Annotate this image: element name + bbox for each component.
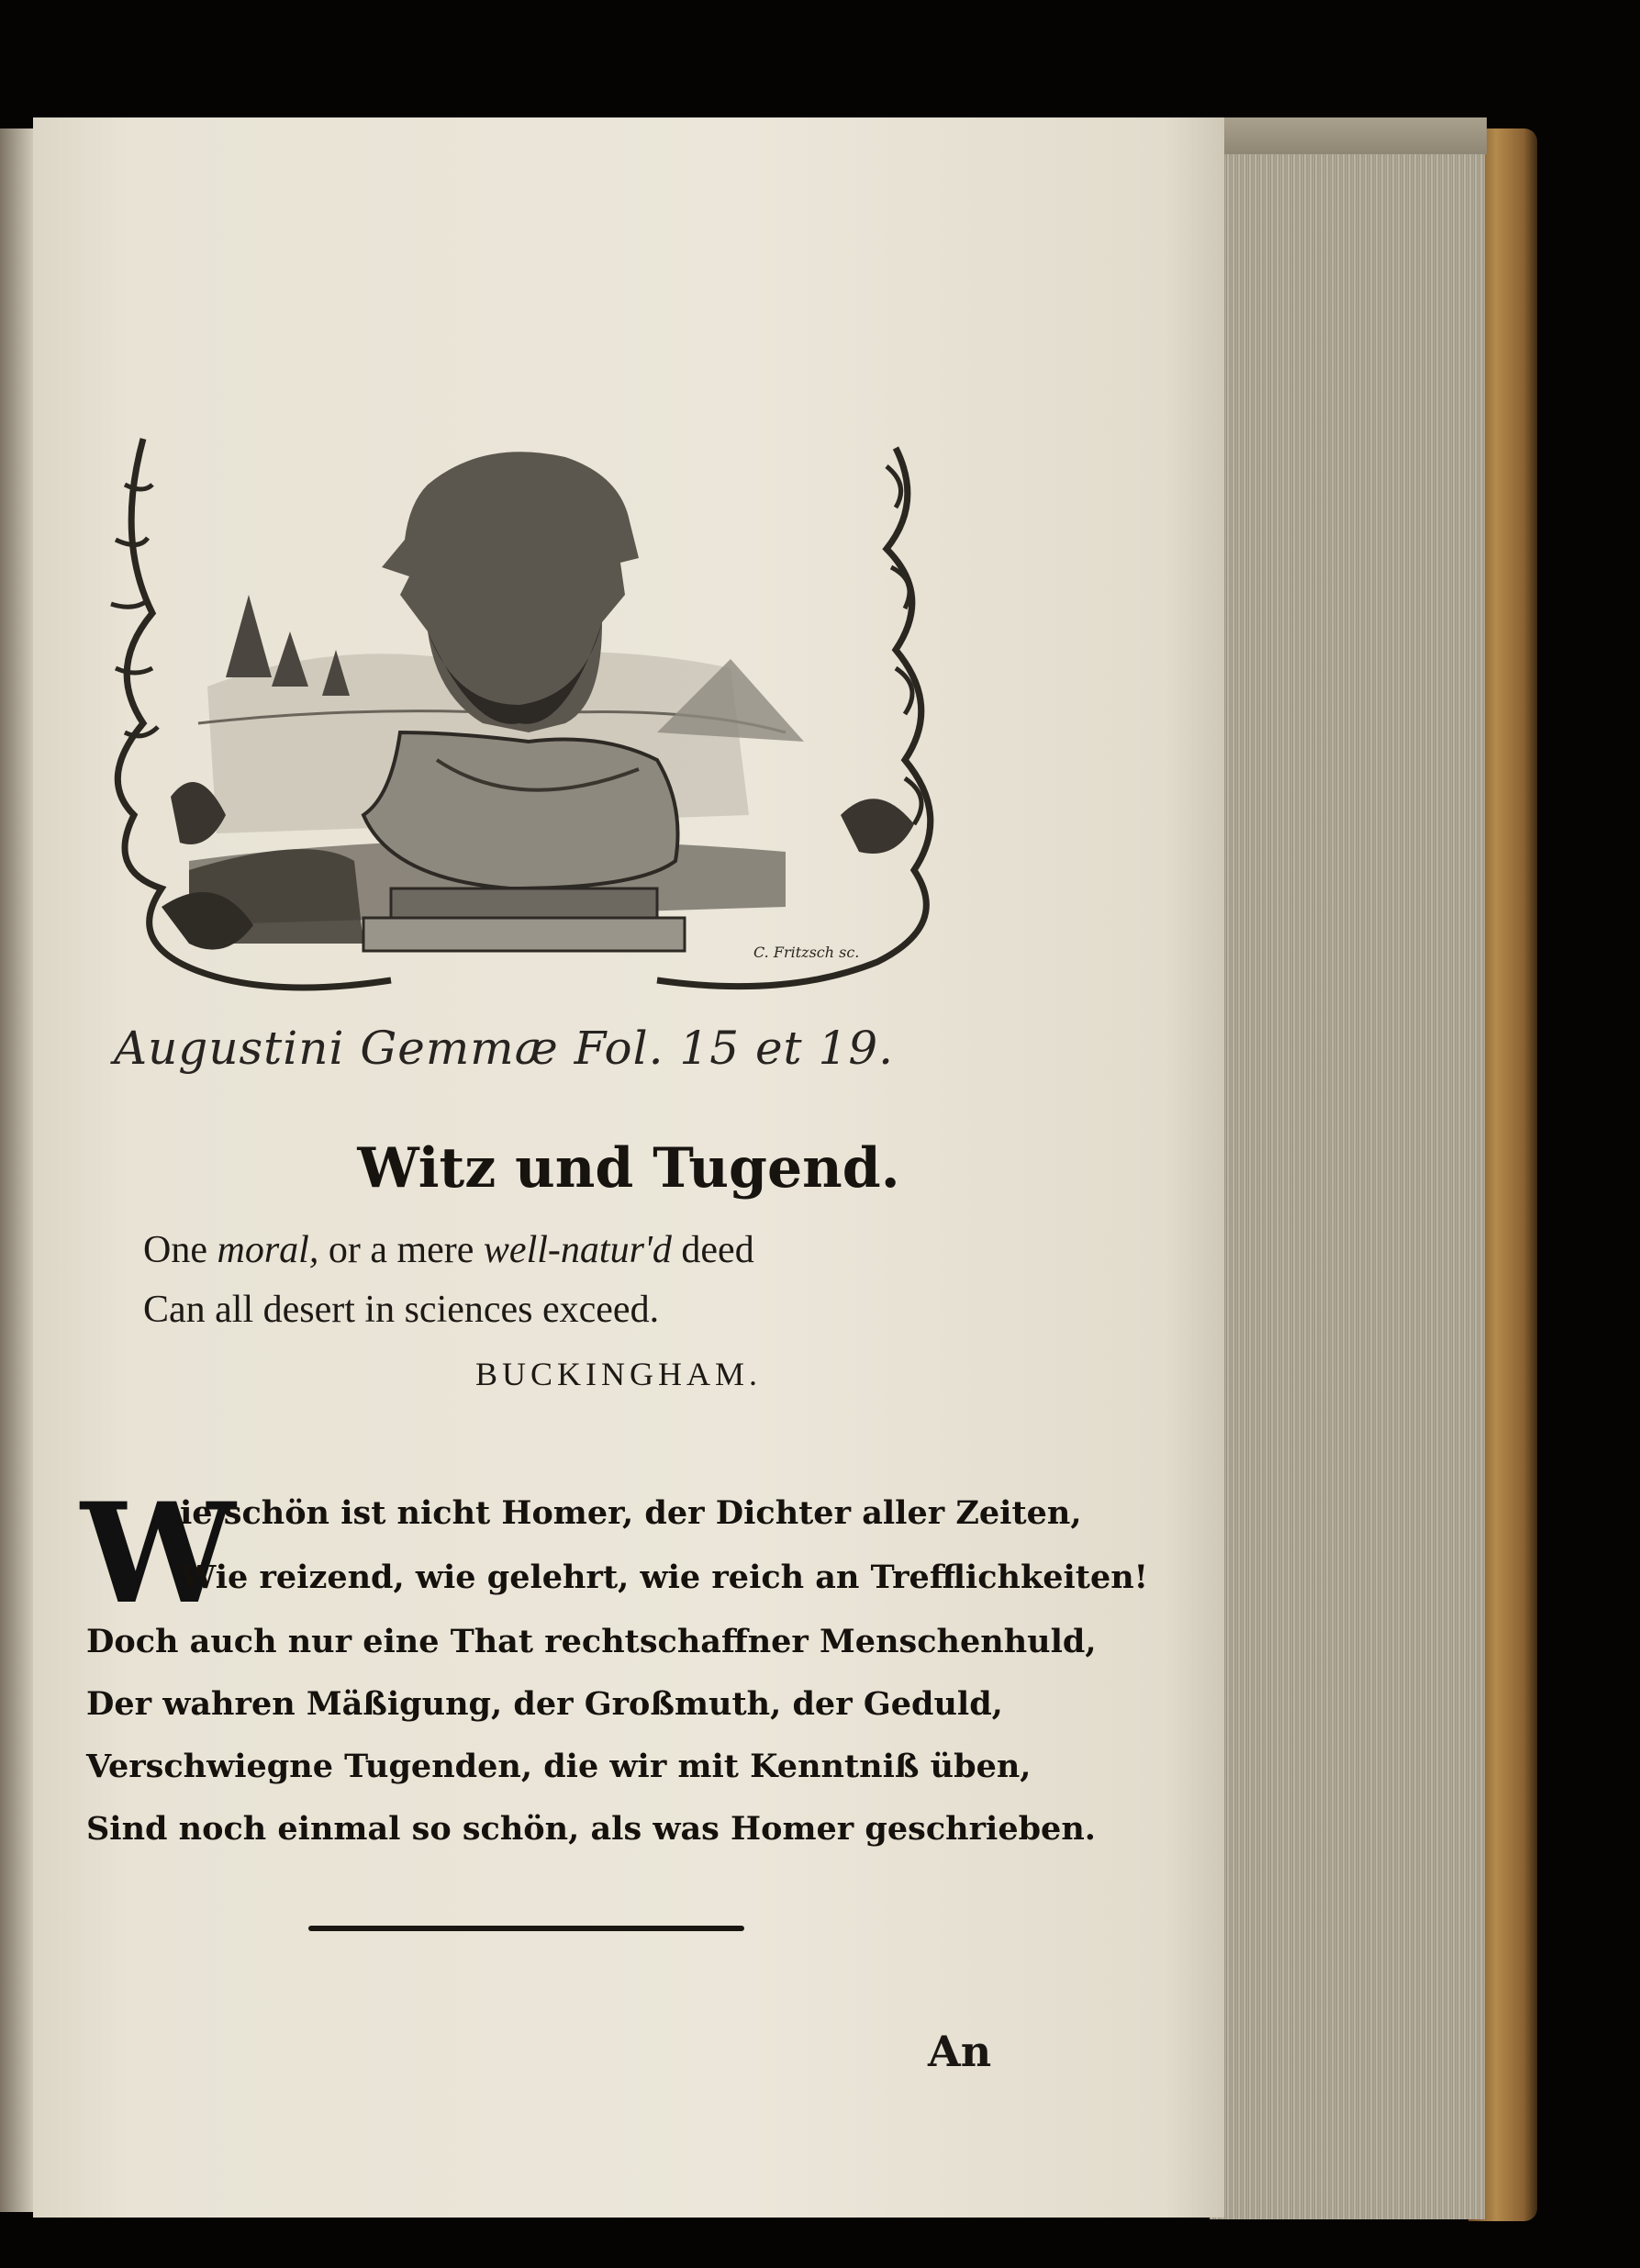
poem-title: Witz und Tugend. bbox=[357, 1136, 900, 1201]
epigraph-text: deed bbox=[671, 1229, 754, 1271]
drop-cap: W bbox=[81, 1473, 236, 1635]
verse-line: Der wahren Mäßigung, der Großmuth, der Geduld, bbox=[86, 1685, 1003, 1723]
engraver-signature: C. Fritzsch sc. bbox=[753, 944, 860, 961]
engraving-caption: Augustini Gemmæ Fol. 15 et 19. bbox=[114, 1022, 895, 1075]
epigraph-italic-word: well-natur'd bbox=[483, 1229, 672, 1271]
section-rule bbox=[308, 1926, 744, 1931]
verse-line: Doch auch nur eine That rechtschaffner Menschenhuld, bbox=[86, 1623, 1097, 1660]
verse-line: Verschwiegne Tugenden, die wir mit Kenntniß üben, bbox=[86, 1748, 1032, 1785]
book-page bbox=[33, 117, 1224, 2218]
previous-page-edge bbox=[0, 128, 33, 2212]
verse-line: Sind noch einmal so schön, als was Homer geschrieben. bbox=[86, 1810, 1096, 1848]
verse-line: Wie reizend, wie gelehrt, wie reich an Trefflichkeiten! bbox=[180, 1559, 1149, 1596]
epigraph-author: BUCKINGHAM. bbox=[475, 1356, 763, 1392]
page-block-edge bbox=[1210, 117, 1485, 2219]
epigraph-text: One bbox=[143, 1229, 218, 1271]
epigraph-line-2: Can all desert in sciences exceed. bbox=[143, 1289, 660, 1331]
catchword: An bbox=[928, 2027, 992, 2076]
verse-line: ie schön ist nicht Homer, der Dichter aller Zeiten, bbox=[180, 1494, 1082, 1532]
epigraph-text: or a mere bbox=[318, 1229, 484, 1271]
epigraph-line-1 bbox=[143, 1228, 754, 1272]
engraving-vignette bbox=[88, 430, 969, 1017]
epigraph-italic-word: moral, bbox=[217, 1229, 319, 1271]
page-block-top bbox=[1221, 117, 1487, 154]
